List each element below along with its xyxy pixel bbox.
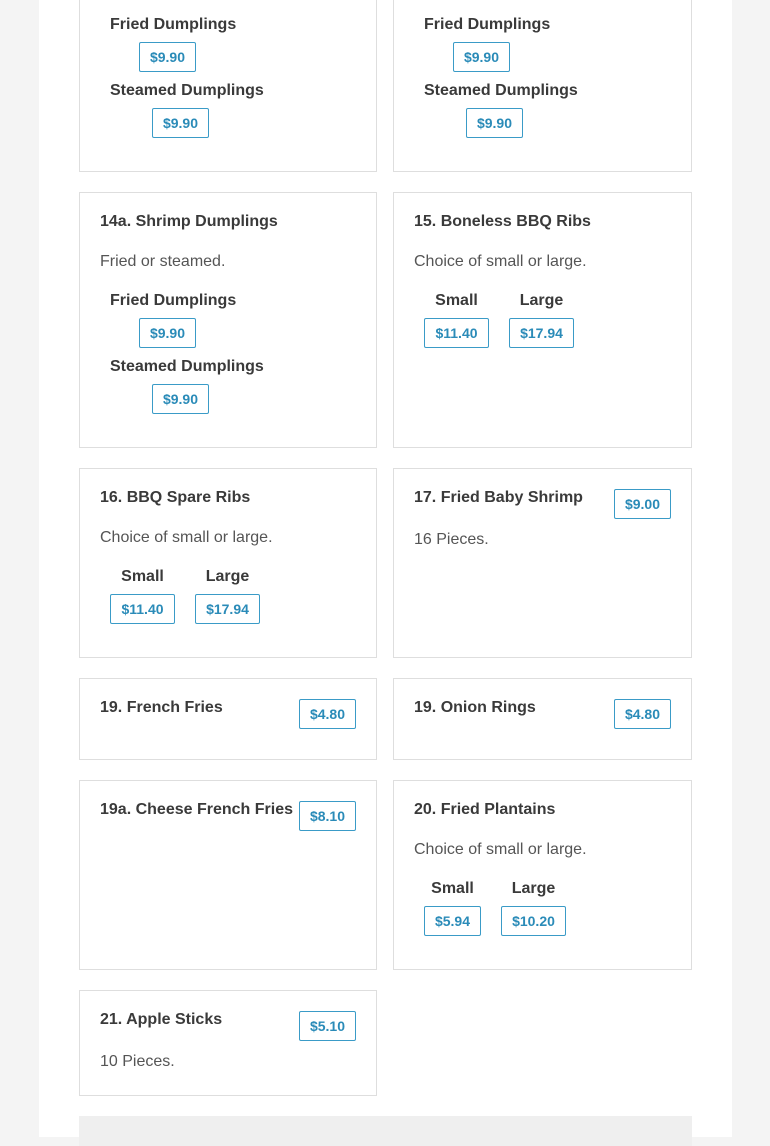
item-description: Choice of small or large. bbox=[414, 841, 587, 858]
menu-item-card-19-onion-rings bbox=[393, 678, 692, 760]
price-button-large[interactable]: $17.94 bbox=[509, 318, 574, 348]
menu-item-card-14a bbox=[79, 192, 377, 448]
option-label-large: Large bbox=[519, 292, 564, 309]
price-button-large[interactable]: $17.94 bbox=[195, 594, 260, 624]
next-section-header bbox=[79, 1116, 692, 1146]
price-button-small[interactable]: $11.40 bbox=[424, 318, 489, 348]
price-button[interactable]: $9.00 bbox=[614, 489, 671, 519]
option-label-fried: Fried Dumplings bbox=[424, 16, 551, 33]
item-title: 20. Fried Plantains bbox=[414, 801, 556, 818]
option-label-large: Large bbox=[511, 880, 556, 897]
menu-item-card-21 bbox=[79, 990, 377, 1096]
item-title: 16. BBQ Spare Ribs bbox=[100, 489, 251, 506]
item-title: 19. Onion Rings bbox=[414, 699, 536, 716]
item-title: 19a. Cheese French Fries bbox=[100, 801, 293, 818]
price-button[interactable]: $4.80 bbox=[614, 699, 671, 729]
option-label-small: Small bbox=[435, 292, 478, 309]
price-button-fried[interactable]: $9.90 bbox=[139, 42, 196, 72]
option-label-steamed: Steamed Dumplings bbox=[110, 358, 264, 375]
menu-page bbox=[39, 0, 732, 1137]
price-button-small[interactable]: $5.94 bbox=[424, 906, 481, 936]
price-button-large[interactable]: $10.20 bbox=[501, 906, 566, 936]
option-label-small: Small bbox=[431, 880, 474, 897]
price-button[interactable]: $5.10 bbox=[299, 1011, 356, 1041]
price-button-steamed[interactable]: $9.90 bbox=[152, 384, 209, 414]
item-description: 16 Pieces. bbox=[414, 531, 489, 548]
item-title: 14a. Shrimp Dumplings bbox=[100, 213, 278, 230]
item-description: Fried or steamed. bbox=[100, 253, 226, 270]
item-description: 10 Pieces. bbox=[100, 1053, 175, 1070]
option-label-steamed: Steamed Dumplings bbox=[110, 82, 264, 99]
price-button-fried[interactable]: $9.90 bbox=[453, 42, 510, 72]
option-label-large: Large bbox=[205, 568, 250, 585]
item-description: Choice of small or large. bbox=[414, 253, 587, 270]
menu-item-card-dumplings-left bbox=[79, 0, 377, 172]
option-label-steamed: Steamed Dumplings bbox=[424, 82, 578, 99]
item-title: 15. Boneless BBQ Ribs bbox=[414, 213, 591, 230]
price-button-steamed[interactable]: $9.90 bbox=[152, 108, 209, 138]
price-button-small[interactable]: $11.40 bbox=[110, 594, 175, 624]
option-label-small: Small bbox=[121, 568, 164, 585]
menu-item-card-17 bbox=[393, 468, 692, 658]
menu-item-card-20 bbox=[393, 780, 692, 970]
price-button-fried[interactable]: $9.90 bbox=[139, 318, 196, 348]
menu-item-card-dumplings-right bbox=[393, 0, 692, 172]
menu-item-card-19a bbox=[79, 780, 377, 970]
item-title: 17. Fried Baby Shrimp bbox=[414, 489, 583, 506]
menu-item-card-15 bbox=[393, 192, 692, 448]
price-button-steamed[interactable]: $9.90 bbox=[466, 108, 523, 138]
item-description: Choice of small or large. bbox=[100, 529, 273, 546]
menu-item-card-19-french-fries bbox=[79, 678, 377, 760]
price-button[interactable]: $8.10 bbox=[299, 801, 356, 831]
option-label-fried: Fried Dumplings bbox=[110, 292, 237, 309]
menu-item-card-16 bbox=[79, 468, 377, 658]
price-button[interactable]: $4.80 bbox=[299, 699, 356, 729]
item-title: 21. Apple Sticks bbox=[100, 1011, 223, 1028]
item-title: 19. French Fries bbox=[100, 699, 223, 716]
option-label-fried: Fried Dumplings bbox=[110, 16, 237, 33]
